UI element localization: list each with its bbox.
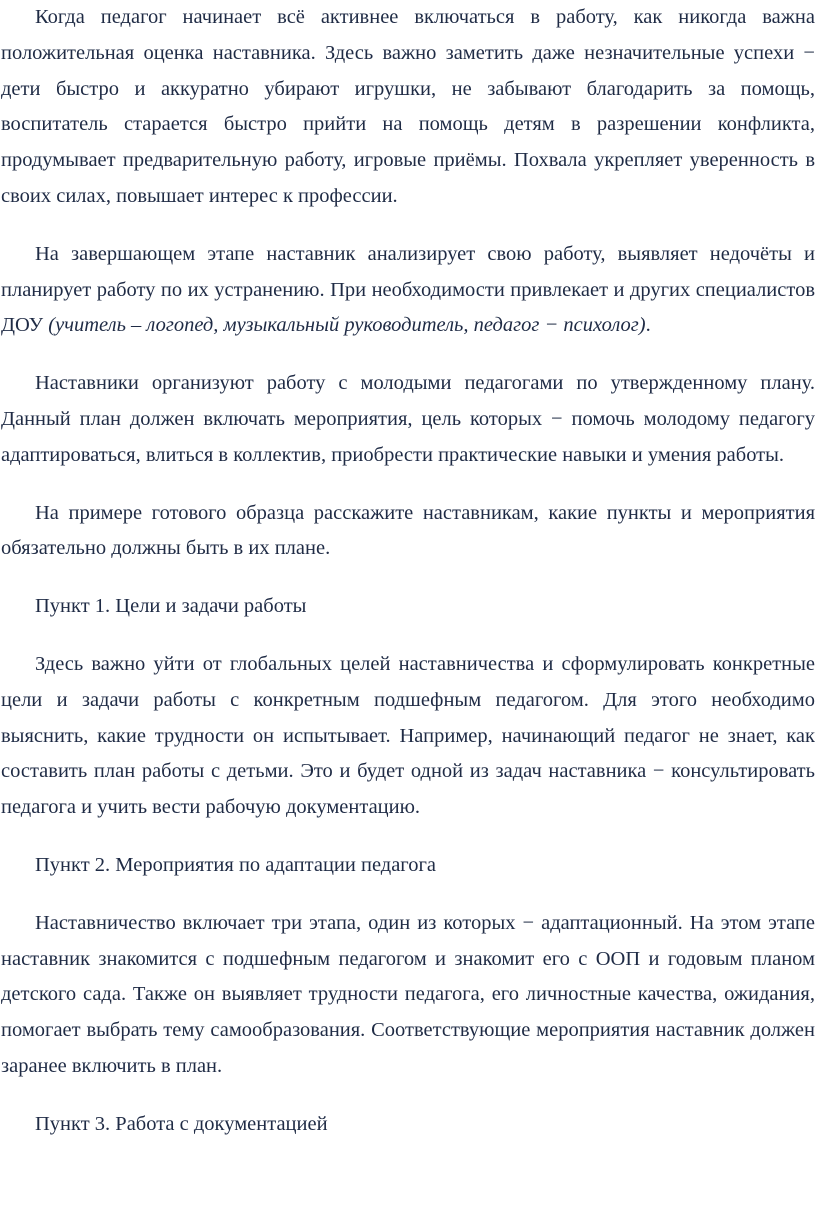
section-heading-1: Пункт 1. Цели и задачи работы [35, 595, 307, 618]
paragraph-gap [1, 826, 815, 848]
paragraph-gap [1, 625, 815, 647]
paragraph-mentor-plan: Наставники организуют работу с молодыми педагогами по утвержденному плану. Данный план должен включать мероприятия, цель которых − помочь молодому педагогу адаптироваться, влиться в коллектив, приобрести практические навыки и умения работы. [1, 372, 815, 466]
paragraph-adaptation: Наставничество включает три этапа, один из которых − адаптационный. На этом этапе наставник знакомится с подшефным педагогом и знакомит его с ООП и годовым планом детского сада. Также он выявляет трудности педагога, его личностные качества, ожидания, помогает выбрать тему самообразования. Соответствующие мероприятия наставник должен заранее включить в план. [1, 911, 815, 1077]
paragraph-final-stage-text: На завершающем этапе наставник анализирует свою работу, выявляет недочёты и планирует работу по их устранению. При необходимости привлекает и других специалистов ДОУ [1, 242, 815, 337]
paragraph-gap [1, 567, 815, 589]
paragraph-final-stage-end: . [645, 314, 651, 337]
paragraph-goals: Здесь важно уйти от глобальных целей наставничества и сформулировать конкретные цели и задачи работы с конкретным подшефным педагогом. Для этого необходимо выяснить, какие трудности он испытывает. Например, начинающий педагог не знает, как составить план работы с детьми. Это и будет одной из задач наставника − консультировать педагога и учить вести рабочую документацию. [1, 652, 815, 819]
paragraph-gap [1, 1085, 815, 1107]
paragraph-final-stage [1, 237, 815, 344]
paragraph-sample: На примере готового образца расскажите наставникам, какие пункты и мероприятия обязательно должны быть в их плане. [1, 501, 815, 560]
paragraph-gap [1, 344, 815, 366]
section-heading-3: Пункт 3. Работа с документацией [35, 1112, 328, 1135]
paragraph-gap [1, 474, 815, 496]
section-heading-2: Пункт 2. Мероприятия по адаптации педагога [35, 853, 436, 876]
paragraph-praise: Когда педагог начинает всё активнее включаться в работу, как никогда важна положительная оценка наставника. Здесь важно заметить даже незначительные успехи − дети быстро и аккуратно убирают игрушки, не забывают благодарить за помощь, воспитатель старается быстро прийти на помощь детям в разрешении конфликта, продумывает предварительную работу, игровые приёмы. Похвала укрепляет уверенность в своих силах, повышает интерес к профессии. [1, 6, 815, 207]
paragraph-gap [1, 884, 815, 906]
paragraph-gap [1, 215, 815, 237]
specialists-list: (учитель – логопед, музыкальный руководитель, педагог − психолог) [48, 314, 646, 337]
